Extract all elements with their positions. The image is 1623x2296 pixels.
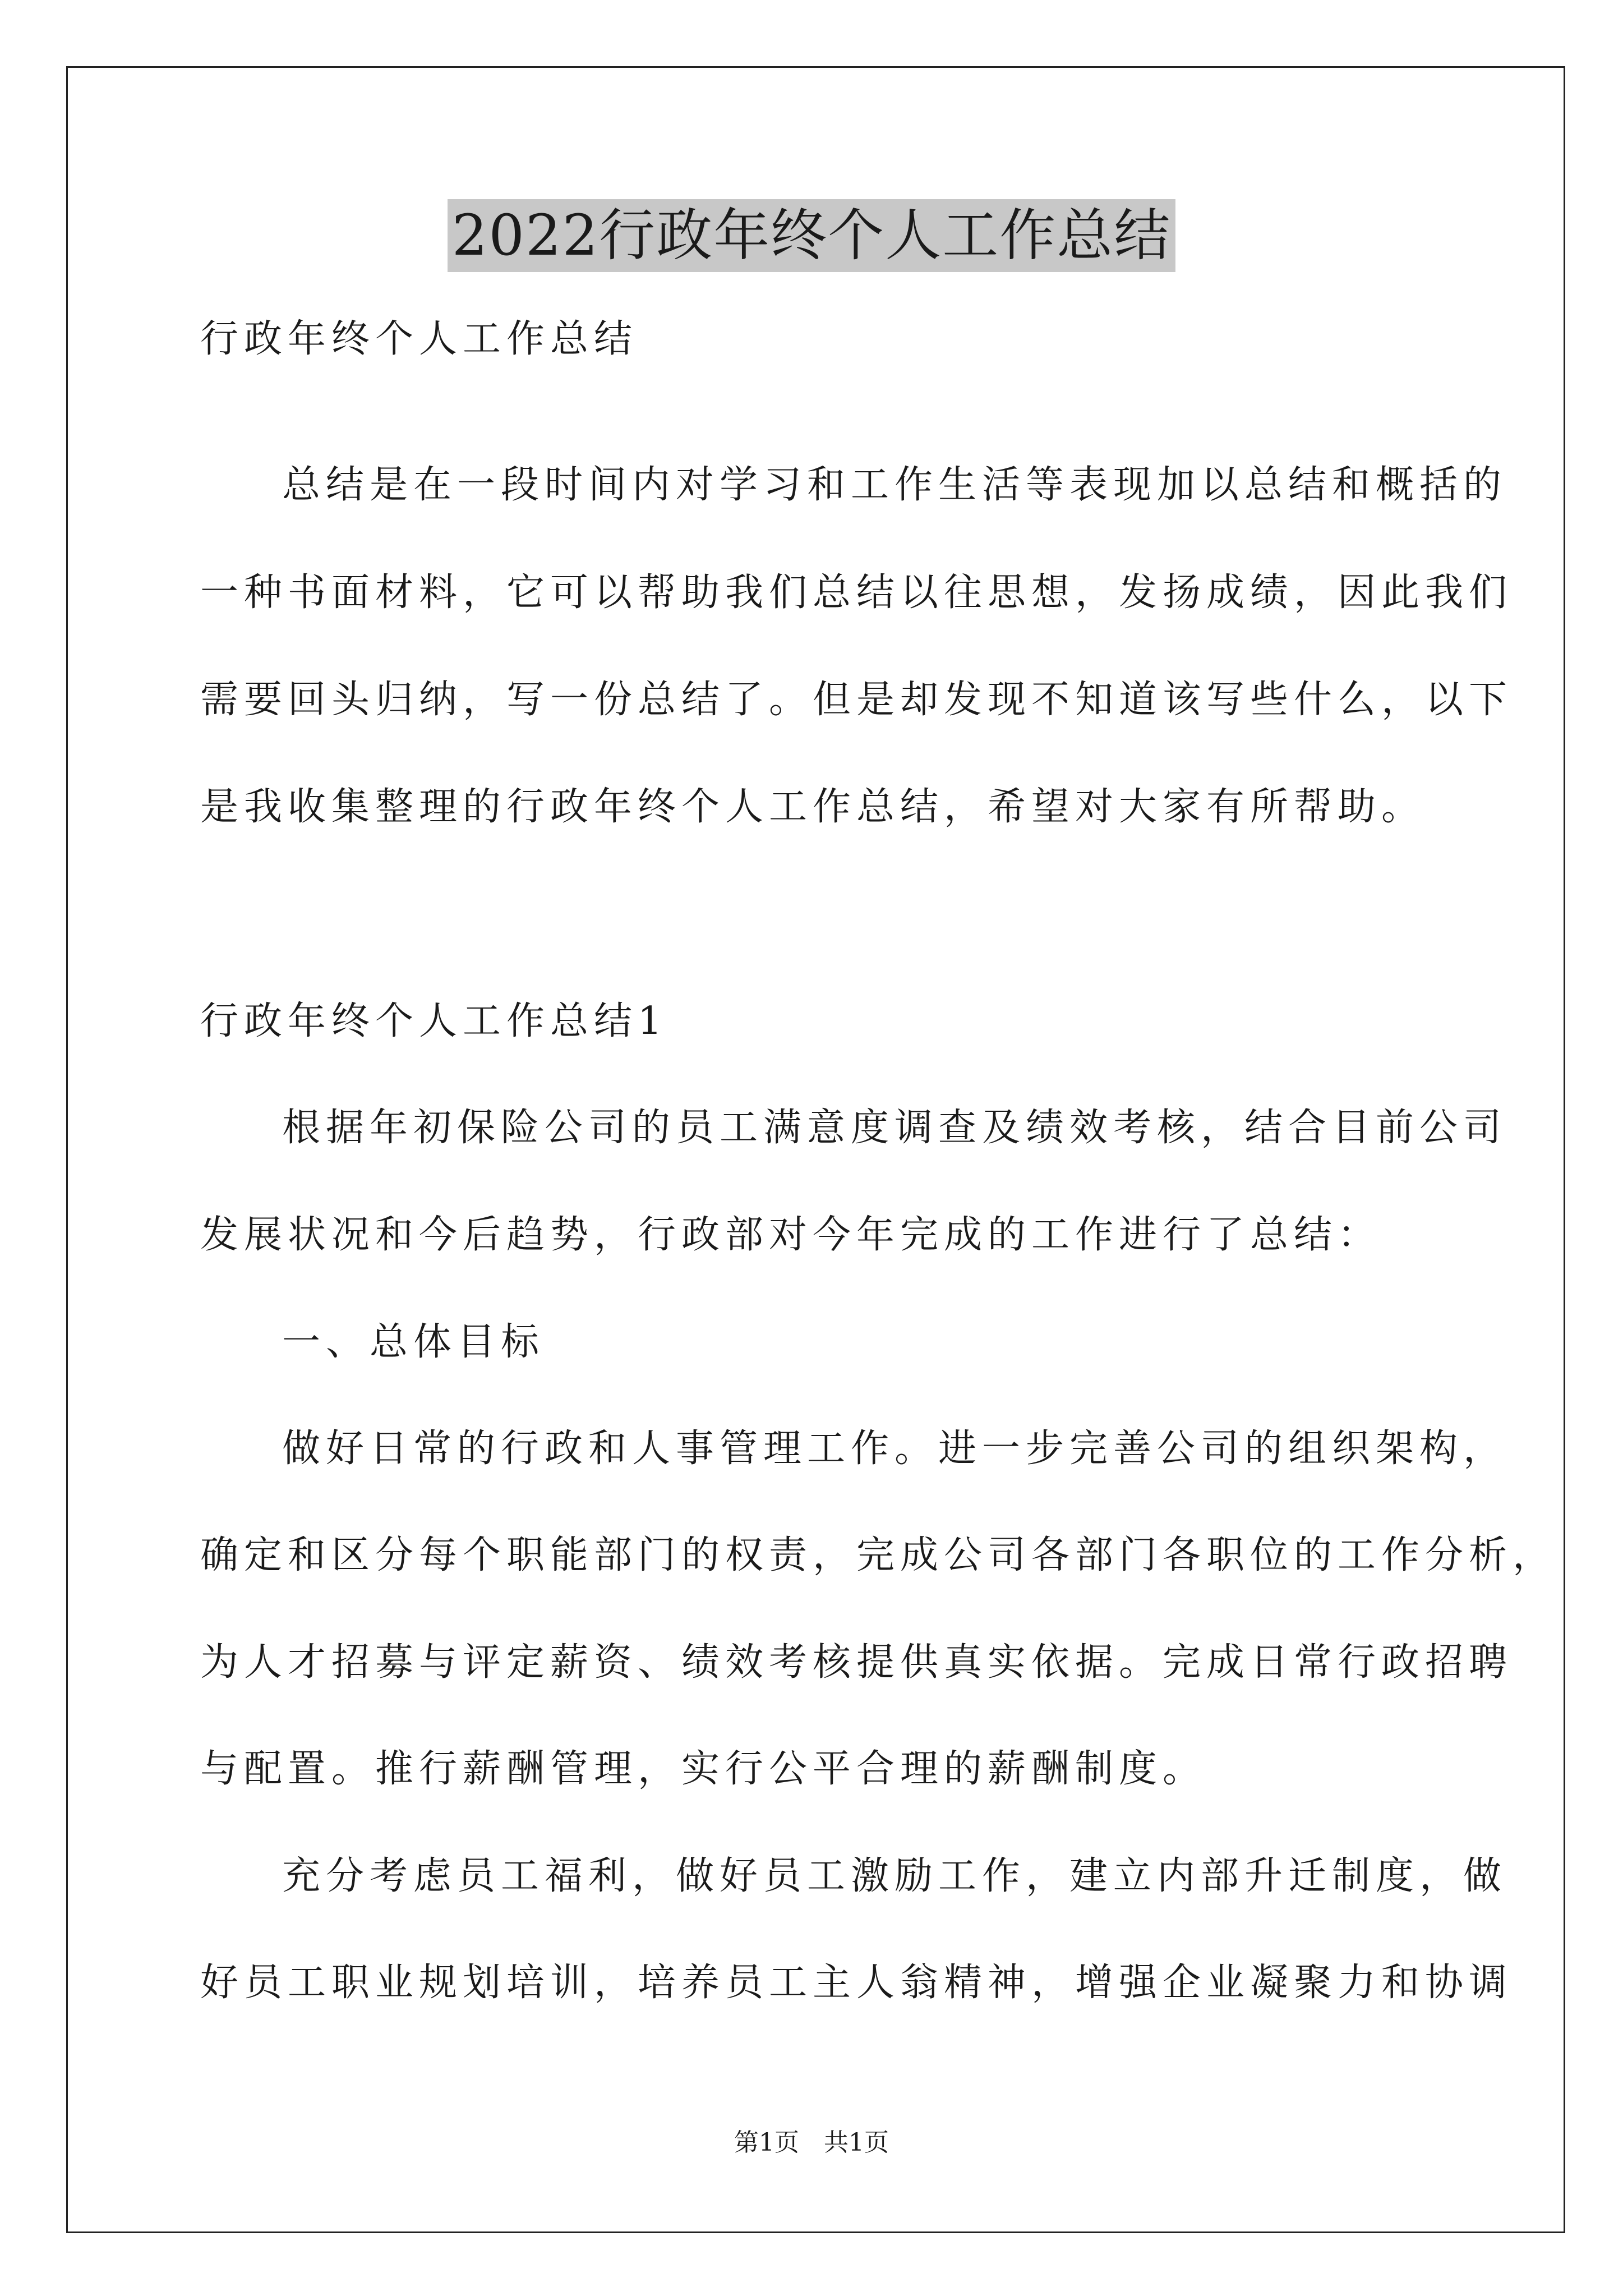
body-line-1: 根据年初保险公司的员工满意度调查及绩效考核，结合目前公司 <box>282 1106 1507 1150</box>
subtitle: 行政年终个人工作总结 <box>200 317 638 361</box>
intro-line-4: 是我收集整理的行政年终个人工作总结，希望对大家有所帮助。 <box>200 785 1426 829</box>
document-title: 2022行政年终个人工作总结 <box>448 199 1176 272</box>
section-heading: 行政年终个人工作总结1 <box>200 999 668 1043</box>
title-container <box>0 199 1623 272</box>
intro-line-2: 一种书面材料，它可以帮助我们总结以往思想，发扬成绩，因此我们 <box>200 570 1513 615</box>
body-line-7: 与配置。推行薪酬管理，实行公平合理的薪酬制度。 <box>200 1747 1207 1791</box>
body-line-9: 好员工职业规划培训，培养员工主人翁精神，增强企业凝聚力和协调 <box>200 1961 1513 2005</box>
intro-line-1: 总结是在一段时间内对学习和工作生活等表现加以总结和概括的 <box>282 463 1507 507</box>
body-line-5: 确定和区分每个职能部门的权责，完成公司各部门各职位的工作分析， <box>200 1533 1557 1577</box>
body-line-8: 充分考虑员工福利，做好员工激励工作，建立内部升迁制度，做 <box>282 1854 1507 1898</box>
body-line-4: 做好日常的行政和人事管理工作。进一步完善公司的组织架构， <box>282 1427 1507 1471</box>
body-line-3: 一、总体目标 <box>282 1320 545 1364</box>
page-footer: 第1页 共1页 <box>734 2128 889 2157</box>
body-line-2: 发展状况和今后趋势，行政部对今年完成的工作进行了总结： <box>200 1213 1382 1257</box>
body-line-6: 为人才招募与评定薪资、绩效考核提供真实依据。完成日常行政招聘 <box>200 1640 1513 1685</box>
intro-line-3: 需要回头归纳，写一份总结了。但是却发现不知道该写些什么，以下 <box>200 678 1513 722</box>
